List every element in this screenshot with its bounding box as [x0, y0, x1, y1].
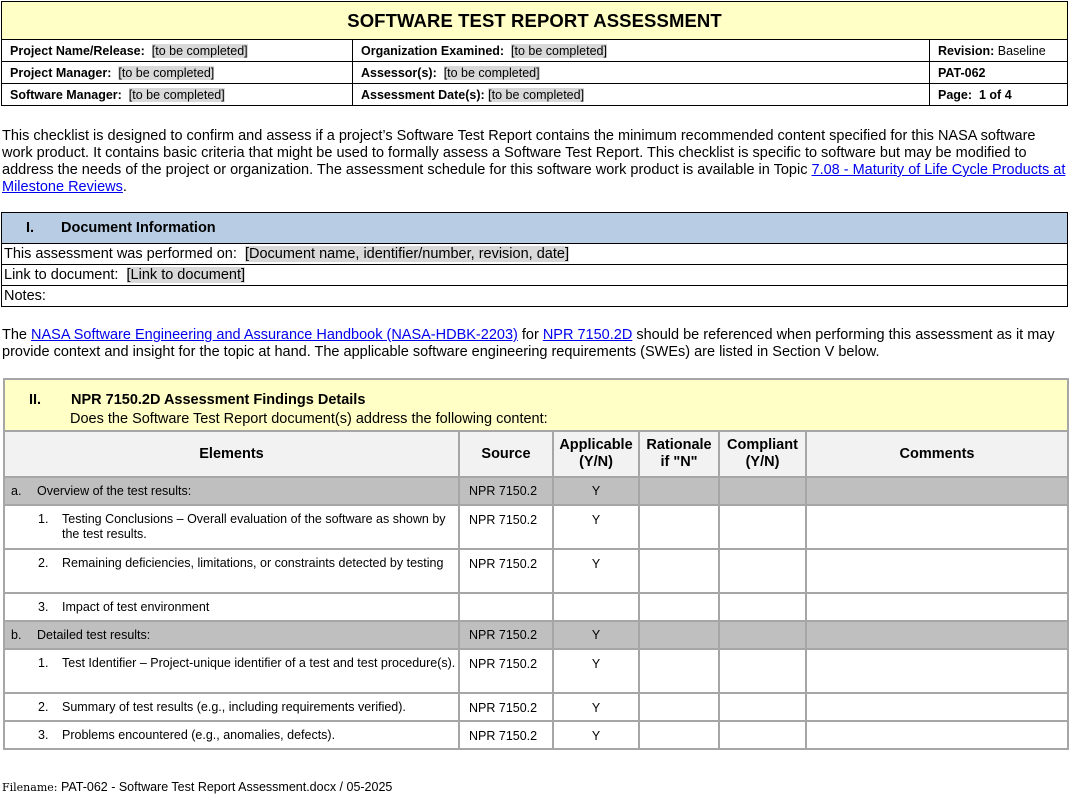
- col-elements: Elements: [4, 431, 459, 477]
- compliant-cell[interactable]: [719, 549, 806, 593]
- link-row: [2, 265, 1068, 286]
- table-row: [4, 549, 1068, 593]
- revision-label: Revision:: [938, 43, 995, 58]
- document-information-table: [1, 212, 1068, 307]
- page-cell: [930, 84, 1068, 106]
- col-comments: Comments: [806, 431, 1068, 477]
- findings-table: [3, 378, 1069, 750]
- source-cell: NPR 7150.2: [459, 649, 553, 693]
- rationale-cell[interactable]: [639, 621, 719, 649]
- comments-cell[interactable]: [806, 505, 1068, 549]
- section2-numeral: II.: [29, 392, 42, 408]
- footer: [2, 780, 392, 794]
- doc-id-cell: [930, 62, 1068, 84]
- org-examined-cell: [353, 40, 930, 62]
- revision-value: Baseline: [997, 43, 1046, 58]
- item-text: Impact of test environment: [62, 600, 210, 614]
- item-text: Testing Conclusions – Overall evaluation of the software as shown by the test results.: [62, 512, 446, 541]
- element-cell: [4, 549, 459, 593]
- software-manager-label: Software Manager:: [10, 87, 122, 102]
- table-row: [4, 693, 1068, 721]
- item-number: 2.: [38, 700, 49, 714]
- section1-title: Document Information: [61, 220, 216, 236]
- element-cell: [4, 621, 459, 649]
- table-row: [4, 593, 1068, 621]
- item-number: 1.: [38, 512, 49, 526]
- compliant-cell[interactable]: [719, 621, 806, 649]
- assessment-date-label: Assessment Date(s):: [361, 87, 485, 102]
- rationale-cell[interactable]: [639, 477, 719, 505]
- element-cell: [4, 721, 459, 749]
- element-cell: [4, 505, 459, 549]
- applicable-cell[interactable]: Y: [553, 721, 639, 749]
- link-label: Link to document:: [4, 267, 119, 283]
- item-text: Summary of test results (e.g., including requirements verified).: [62, 700, 406, 714]
- compliant-cell[interactable]: [719, 593, 806, 621]
- col-applicable: Applicable (Y/N): [553, 431, 639, 477]
- element-cell: [4, 477, 459, 505]
- comments-cell[interactable]: [806, 721, 1068, 749]
- header-table: [1, 1, 1068, 106]
- handbook-link[interactable]: NASA Software Engineering and Assurance Handbook (NASA-HDBK-2203): [31, 327, 518, 343]
- category-row: [4, 621, 1068, 649]
- performed-on-field[interactable]: [Document name, identifier/number, revision, date]: [244, 246, 569, 262]
- notes-label: Notes:: [4, 288, 46, 304]
- item-text: Test Identifier – Project-unique identifier of a test and test procedure(s).: [62, 656, 456, 670]
- table-row: [4, 721, 1068, 749]
- assessment-date-cell: [353, 84, 930, 106]
- maturity-topic-link[interactable]: 7.08 - Maturity of Life Cycle Products at Milestone Reviews: [2, 162, 1066, 195]
- project-manager-cell: [2, 62, 353, 84]
- assessor-field[interactable]: [to be completed]: [443, 65, 540, 80]
- compliant-cell[interactable]: [719, 649, 806, 693]
- section1-header: [2, 213, 1068, 244]
- assessor-label: Assessor(s):: [361, 65, 437, 80]
- revision-cell: [930, 40, 1068, 62]
- comments-cell[interactable]: [806, 649, 1068, 693]
- compliant-cell[interactable]: [719, 477, 806, 505]
- rationale-cell[interactable]: [639, 649, 719, 693]
- category-letter: a.: [11, 484, 22, 498]
- source-cell: NPR 7150.2: [459, 693, 553, 721]
- link-field[interactable]: [Link to document]: [126, 267, 246, 283]
- intro-paragraph: [2, 128, 1068, 196]
- col-source: Source: [459, 431, 553, 477]
- section1-numeral: I.: [26, 220, 35, 236]
- item-number: 2.: [38, 556, 49, 570]
- item-number: 3.: [38, 728, 49, 742]
- project-manager-field[interactable]: [to be completed]: [118, 65, 215, 80]
- applicable-cell[interactable]: Y: [553, 621, 639, 649]
- page-label: Page:: [938, 87, 973, 102]
- category-row: [4, 477, 1068, 505]
- comments-cell[interactable]: [806, 693, 1068, 721]
- reference-paragraph: [2, 327, 1068, 361]
- document-title: SOFTWARE TEST REPORT ASSESSMENT: [2, 2, 1068, 40]
- assessor-cell: [353, 62, 930, 84]
- item-number: 1.: [38, 656, 49, 670]
- assessment-date-field[interactable]: [to be completed]: [488, 87, 585, 102]
- org-examined-field[interactable]: [to be completed]: [511, 43, 607, 58]
- rationale-cell[interactable]: [639, 549, 719, 593]
- table-row: [4, 649, 1068, 693]
- project-manager-label: Project Manager:: [10, 65, 112, 80]
- intro-end: .: [122, 179, 127, 195]
- comments-cell[interactable]: [806, 621, 1068, 649]
- rationale-cell[interactable]: [639, 721, 719, 749]
- source-cell: NPR 7150.2: [459, 549, 553, 593]
- page-number: 1 of 4: [979, 87, 1012, 102]
- section2-header: [4, 379, 1068, 431]
- col-compliant: Compliant (Y/N): [719, 431, 806, 477]
- comments-cell[interactable]: [806, 477, 1068, 505]
- org-examined-label: Organization Examined:: [361, 43, 505, 58]
- compliant-cell[interactable]: [719, 693, 806, 721]
- software-manager-cell: [2, 84, 353, 106]
- software-manager-field[interactable]: [to be completed]: [128, 87, 225, 102]
- compliant-cell[interactable]: [719, 721, 806, 749]
- item-number: 3.: [38, 600, 49, 614]
- performed-on-label: This assessment was performed on:: [4, 246, 237, 262]
- col-rationale: Rationale if "N": [639, 431, 719, 477]
- footer-filename: PAT-062 - Software Test Report Assessment.docx / 05-2025: [60, 780, 393, 794]
- item-text: Problems encountered (e.g., anomalies, defects).: [62, 728, 336, 742]
- rationale-cell[interactable]: [639, 693, 719, 721]
- source-cell: NPR 7150.2: [459, 477, 553, 505]
- category-text: Overview of the test results:: [37, 484, 192, 498]
- reference-pre: The: [2, 327, 32, 343]
- element-cell: [4, 593, 459, 621]
- source-cell: NPR 7150.2: [459, 721, 553, 749]
- reference-mid: for: [517, 327, 543, 343]
- applicable-cell[interactable]: Y: [553, 477, 639, 505]
- source-cell: [459, 593, 553, 621]
- category-text: Detailed test results:: [37, 628, 151, 642]
- comments-cell[interactable]: [806, 549, 1068, 593]
- reference-post: should be referenced when performing this assessment as it may provide context and insight for the topic at hand. The applicable software engineering requirements (SWEs) are listed in Section V below.: [2, 327, 1055, 360]
- element-cell: [4, 649, 459, 693]
- rationale-cell[interactable]: [639, 593, 719, 621]
- applicable-cell[interactable]: Y: [553, 649, 639, 693]
- source-cell: NPR 7150.2: [459, 621, 553, 649]
- column-header-row: [4, 431, 1068, 477]
- npr-link[interactable]: NPR 7150.2D: [542, 327, 633, 343]
- section2-title: NPR 7150.2D Assessment Findings Details: [71, 392, 366, 408]
- category-letter: b.: [11, 628, 22, 642]
- applicable-cell[interactable]: [553, 593, 639, 621]
- project-name-field[interactable]: [to be completed]: [151, 43, 248, 58]
- applicable-cell[interactable]: Y: [553, 549, 639, 593]
- notes-row[interactable]: [2, 286, 1068, 307]
- project-name-cell: [2, 40, 353, 62]
- rationale-cell[interactable]: [639, 505, 719, 549]
- footer-label: Filename:: [2, 781, 58, 794]
- compliant-cell[interactable]: [719, 505, 806, 549]
- item-text: Remaining deficiencies, limitations, or constraints detected by testing: [62, 556, 444, 570]
- source-cell: NPR 7150.2: [459, 505, 553, 549]
- table-row: [4, 505, 1068, 549]
- applicable-cell[interactable]: Y: [553, 693, 639, 721]
- project-name-label: Project Name/Release:: [10, 43, 145, 58]
- doc-id: PAT-062: [938, 65, 986, 80]
- element-cell: [4, 693, 459, 721]
- section2-subtitle: Does the Software Test Report document(s) address the following content:: [70, 411, 548, 427]
- comments-cell[interactable]: [806, 593, 1068, 621]
- performed-on-row: [2, 244, 1068, 265]
- applicable-cell[interactable]: Y: [553, 505, 639, 549]
- intro-text: This checklist is designed to confirm and assess if a project’s Software Test Report contains the minimum recommended content specified for this NASA software work product. It contains basic criteria that might be used to formally assess a Software Test Report. This checklist is specific to software but may be modified to address the needs of the project or organization. The assessment schedule for this software work product is available in Topic: [2, 128, 1036, 178]
